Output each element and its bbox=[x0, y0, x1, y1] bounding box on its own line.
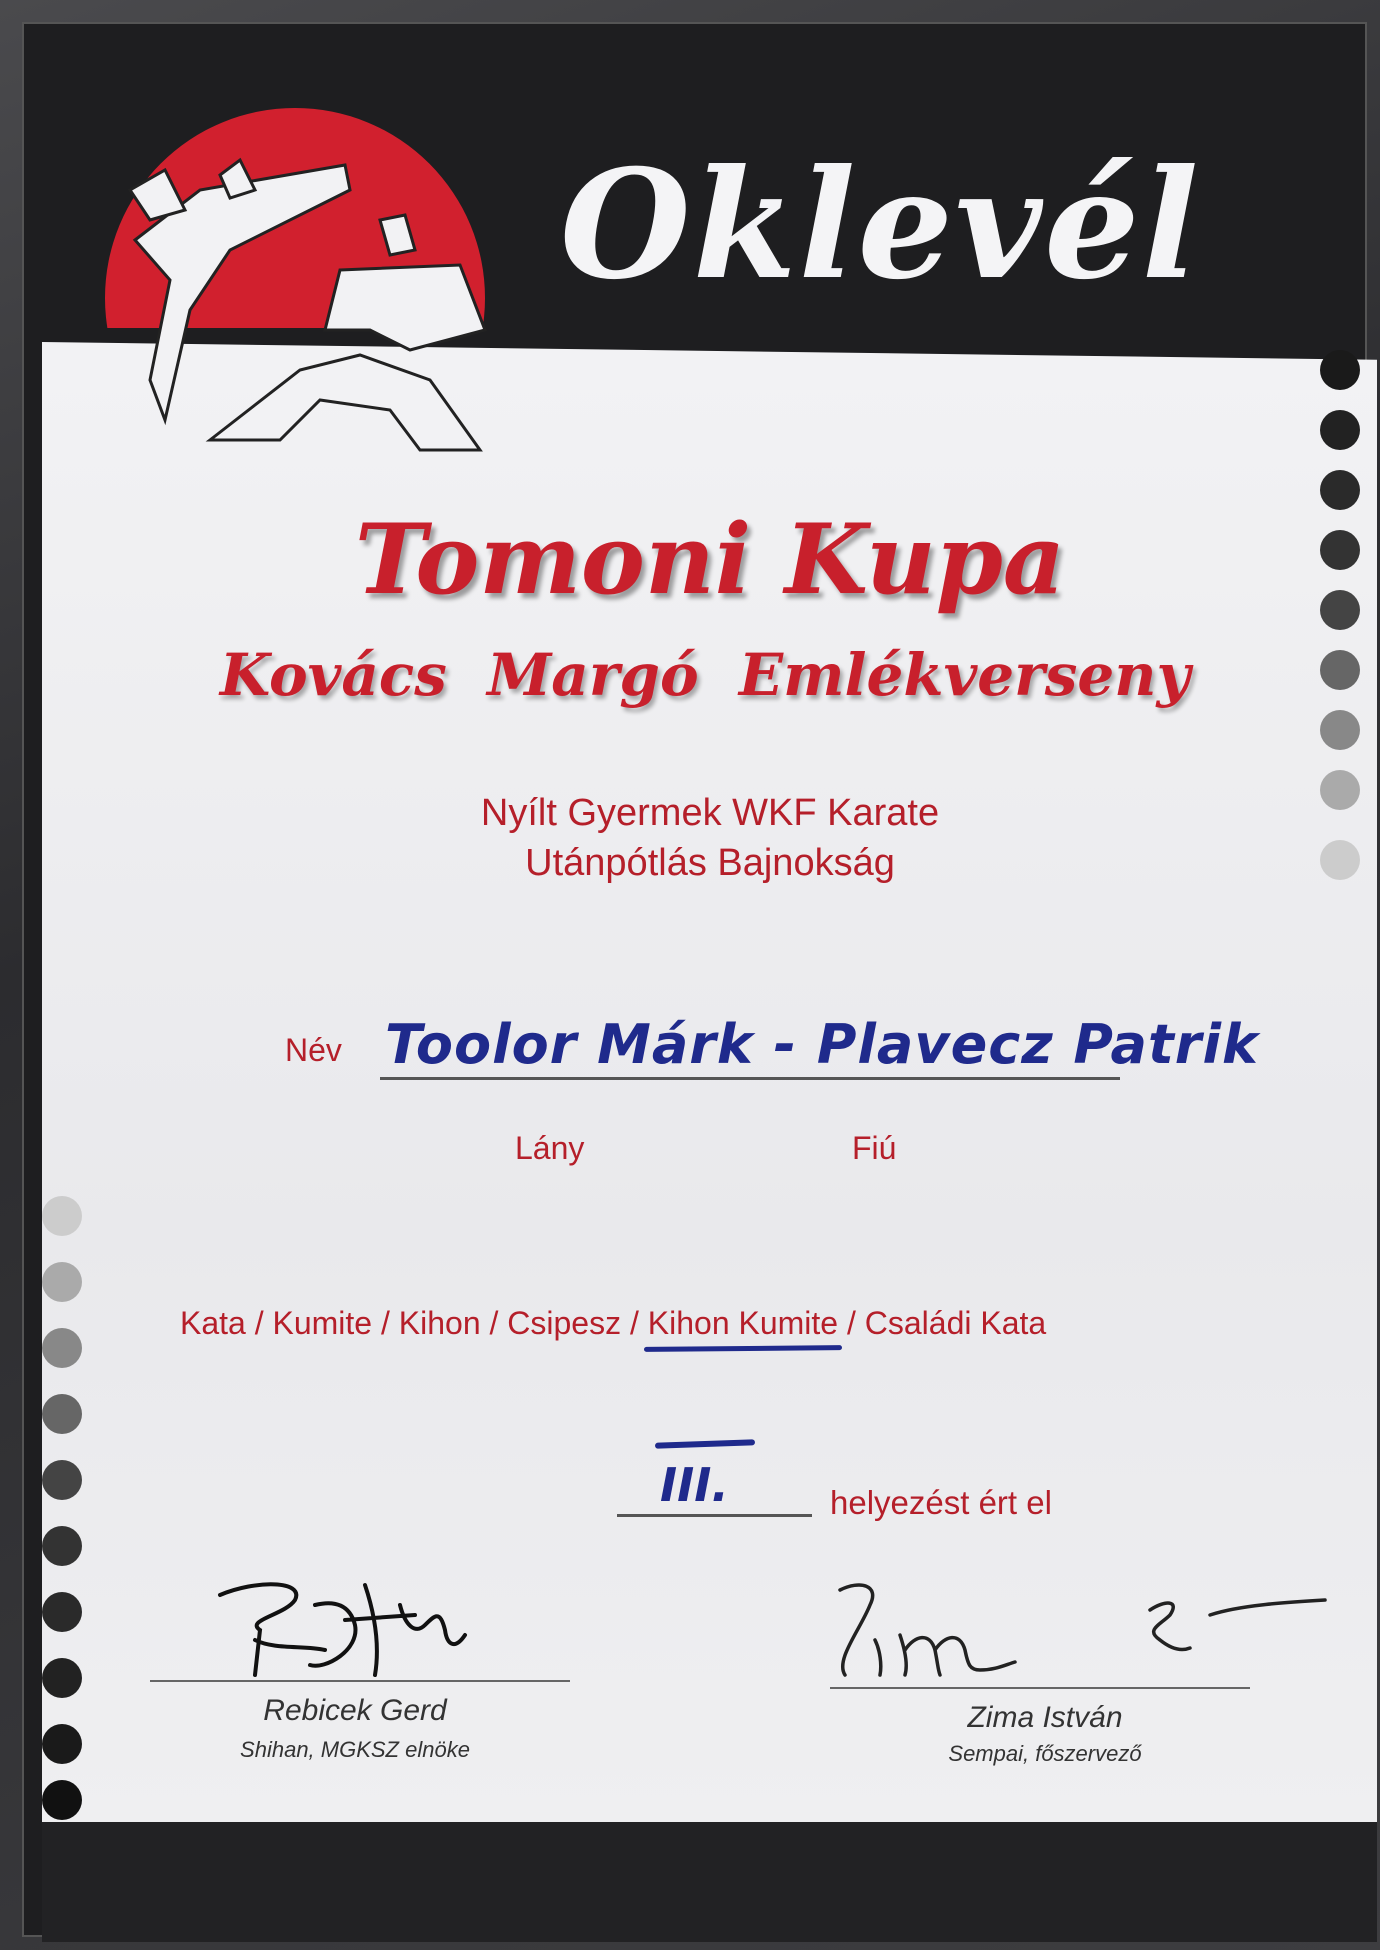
subtitle-line-1: Nyílt Gyermek WKF Karate bbox=[480, 792, 940, 834]
binder-hole bbox=[1320, 350, 1360, 390]
binder-hole bbox=[1320, 470, 1360, 510]
boy-label: Fiú bbox=[852, 1130, 897, 1166]
category-separator: / bbox=[372, 1305, 399, 1341]
category-csipesz: Csipesz bbox=[507, 1305, 622, 1341]
binder-hole bbox=[42, 1262, 82, 1302]
binder-hole bbox=[42, 1394, 82, 1434]
left-signer-name: Rebicek Gerd bbox=[263, 1694, 447, 1727]
place-label: helyezést ért el bbox=[830, 1484, 1052, 1521]
subtitle-line-2: Utánpótlás Bajnokság bbox=[525, 842, 895, 884]
binder-hole bbox=[42, 1328, 82, 1368]
binder-hole bbox=[42, 1526, 82, 1566]
left-signer-title: Shihan, MGKSZ elnöke bbox=[240, 1737, 470, 1762]
stance-arch bbox=[210, 355, 480, 450]
right-signature bbox=[820, 1570, 1340, 1690]
binder-hole bbox=[42, 1460, 82, 1500]
category-separator: / bbox=[480, 1305, 508, 1341]
right-signer-title: Sempai, főszervező bbox=[948, 1741, 1142, 1766]
binder-hole bbox=[42, 1592, 82, 1632]
category-csaladi-kata: Családi Kata bbox=[864, 1305, 1047, 1341]
binder-hole bbox=[1320, 410, 1360, 450]
binder-hole bbox=[42, 1658, 82, 1698]
memorial-title: Kovács Margó Emlékverseny bbox=[219, 641, 1191, 709]
name-underline bbox=[380, 1077, 1120, 1080]
place-value: III. bbox=[660, 1458, 729, 1512]
left-signature bbox=[215, 1575, 485, 1685]
binder-hole bbox=[1320, 710, 1360, 750]
binder-hole bbox=[1320, 650, 1360, 690]
binder-hole bbox=[42, 1724, 82, 1764]
category-separator: / bbox=[621, 1305, 648, 1341]
right-signer-name: Zima István bbox=[967, 1701, 1123, 1734]
right-signature-line bbox=[830, 1687, 1250, 1689]
left-signature-line bbox=[150, 1680, 570, 1682]
binder-hole bbox=[1320, 770, 1360, 810]
binder-hole bbox=[1320, 590, 1360, 630]
bottom-dark-band bbox=[42, 1822, 1377, 1942]
binder-hole bbox=[42, 1196, 82, 1236]
category-list bbox=[180, 1300, 1230, 1346]
category-kihon-kumite-selected: Kihon Kumite bbox=[647, 1305, 839, 1341]
event-name: Tomoni Kupa bbox=[354, 503, 1066, 616]
category-kata: Kata bbox=[180, 1305, 246, 1341]
participant-names: Toolor Márk - Plavecz Patrik bbox=[385, 1013, 1259, 1076]
category-kihon: Kihon bbox=[398, 1305, 481, 1341]
binder-hole bbox=[42, 1780, 82, 1820]
binder-hole bbox=[1320, 530, 1360, 570]
place-underline bbox=[617, 1514, 812, 1517]
category-separator: / bbox=[245, 1305, 273, 1341]
body-shape bbox=[325, 265, 485, 350]
karate-logo bbox=[70, 80, 520, 480]
binder-hole bbox=[1320, 840, 1360, 880]
category-separator: / bbox=[838, 1305, 865, 1341]
certificate-title: Oklevél bbox=[560, 137, 1201, 313]
category-kumite: Kumite bbox=[272, 1305, 373, 1341]
girl-label: Lány bbox=[515, 1130, 585, 1166]
name-label: Név bbox=[285, 1032, 342, 1068]
